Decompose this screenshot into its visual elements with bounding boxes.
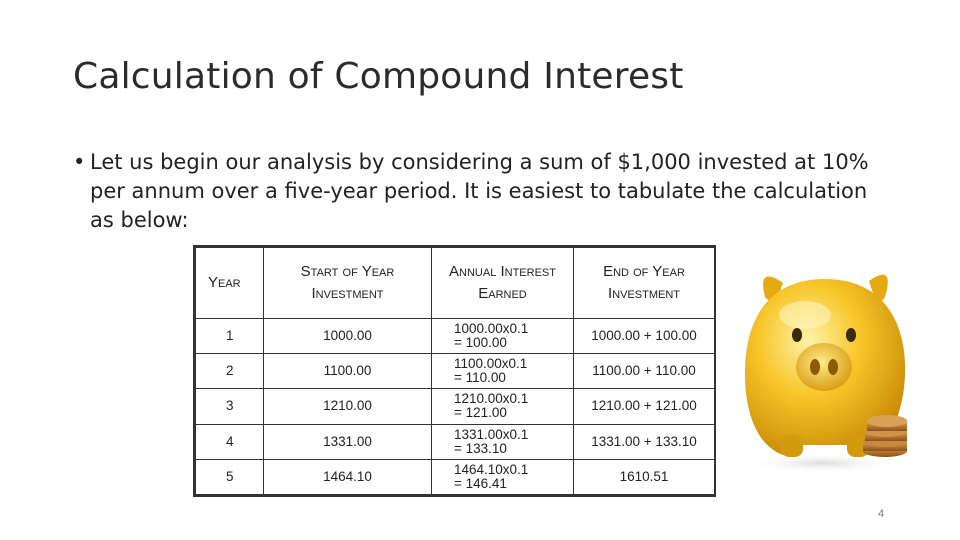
slide-title: Calculation of Compound Interest: [73, 56, 684, 97]
header-end-investment: End of Year Investment: [574, 248, 715, 319]
cell-interest-result: = 100.00: [454, 335, 507, 351]
header-start-investment: Start of Year Investment: [264, 248, 432, 319]
table-row: [196, 319, 715, 354]
cell-year: 1: [196, 319, 264, 354]
cell-interest-formula: 1464.10x0.1: [454, 461, 529, 477]
cell-end: 1610.51: [574, 459, 715, 494]
table-row: [196, 459, 715, 494]
cell-start: 1464.10: [264, 459, 432, 494]
cell-start: 1000.00: [264, 319, 432, 354]
table-header-row: [196, 248, 715, 319]
bullet-text: Let us begin our analysis by considering a sum of $1,000 invested at 10% per annum over a five-year period. It is easiest to tabulate the calculation as below:: [90, 150, 869, 232]
table-row: [196, 354, 715, 389]
piggy-bank-icon: [735, 255, 915, 485]
cell-year: 4: [196, 424, 264, 459]
cell-interest-result: = 121.00: [454, 405, 507, 421]
cell-interest: [432, 319, 574, 354]
header-annual-interest: Annual Interest Earned: [432, 248, 574, 319]
cell-end: 1331.00 + 133.10: [574, 424, 715, 459]
cell-interest-formula: 1331.00x0.1: [454, 426, 529, 442]
table-row: [196, 389, 715, 424]
bullet-paragraph: [73, 148, 890, 235]
bullet-marker: •: [73, 150, 86, 174]
cell-end: 1210.00 + 121.00: [574, 389, 715, 424]
cell-interest-formula: 1210.00x0.1: [454, 391, 529, 407]
cell-interest: [432, 459, 574, 494]
cell-end: 1000.00 + 100.00: [574, 319, 715, 354]
coin-stack-icon: [863, 415, 907, 457]
cell-interest-formula: 1000.00x0.1: [454, 321, 529, 337]
cell-year: 5: [196, 459, 264, 494]
cell-interest-result: = 133.10: [454, 440, 507, 456]
compound-interest-table: [193, 245, 716, 497]
cell-interest-result: = 146.41: [454, 475, 507, 491]
cell-start: 1100.00: [264, 354, 432, 389]
cell-year: 2: [196, 354, 264, 389]
table-row: [196, 424, 715, 459]
cell-interest-result: = 110.00: [454, 370, 506, 386]
cell-start: 1331.00: [264, 424, 432, 459]
cell-end: 1100.00 + 110.00: [574, 354, 715, 389]
page-number: 4: [878, 508, 885, 520]
cell-year: 3: [196, 389, 264, 424]
cell-interest: [432, 424, 574, 459]
cell-interest: [432, 354, 574, 389]
header-year: Year: [196, 248, 264, 319]
cell-interest-formula: 1100.00x0.1: [454, 356, 528, 372]
cell-interest: [432, 389, 574, 424]
cell-start: 1210.00: [264, 389, 432, 424]
